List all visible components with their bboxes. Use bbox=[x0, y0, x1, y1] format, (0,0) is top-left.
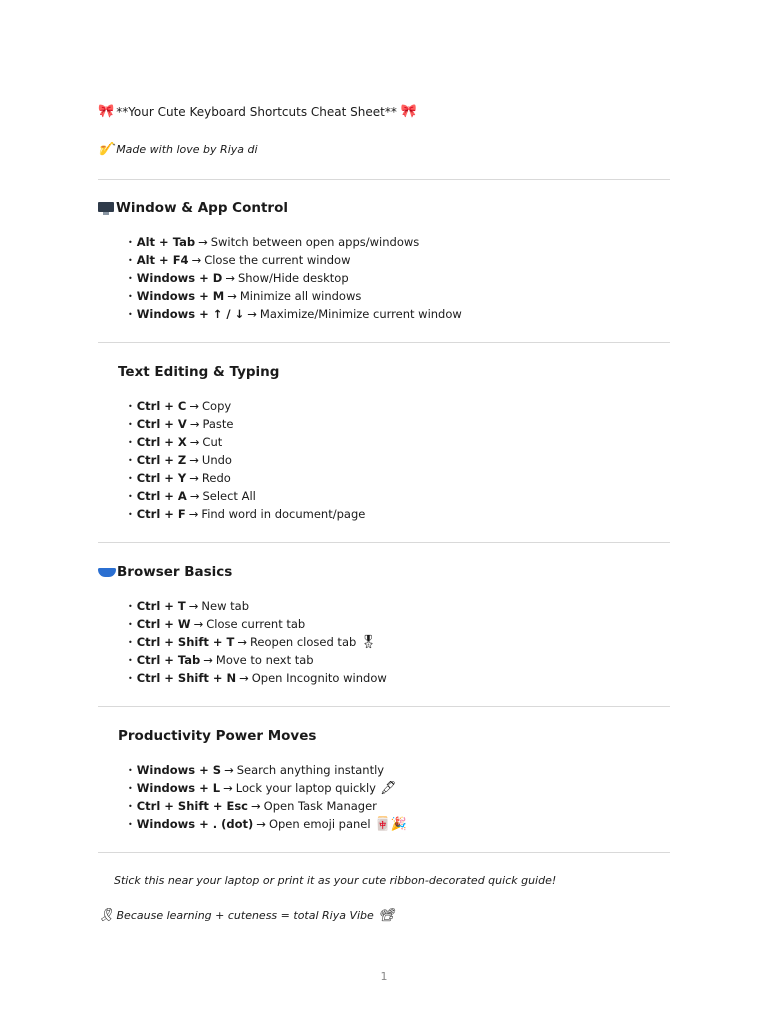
section-heading bbox=[98, 564, 232, 580]
section-heading-text: Browser Basics bbox=[117, 564, 233, 580]
shortcut-keys: Ctrl + Shift + T bbox=[136, 635, 235, 649]
shortcut-list bbox=[128, 597, 387, 687]
shortcut-keys: Windows + D bbox=[136, 271, 223, 285]
arrow-icon: → bbox=[239, 671, 249, 685]
arrow-icon: → bbox=[191, 253, 202, 267]
shortcut-description: Cut bbox=[202, 435, 223, 449]
shortcut-description: Switch between open apps/windows bbox=[210, 235, 420, 249]
arrow-icon: → bbox=[256, 817, 266, 831]
arrow-icon: → bbox=[189, 489, 200, 503]
shortcut-description: Open emoji panel bbox=[268, 817, 371, 831]
arrow-icon: → bbox=[189, 417, 200, 431]
shortcut-description: Reopen closed tab bbox=[249, 635, 357, 649]
list-item bbox=[128, 651, 387, 669]
shortcut-description: Paste bbox=[202, 417, 234, 431]
shortcut-keys: Windows + L bbox=[136, 781, 221, 795]
shortcut-keys: Ctrl + V bbox=[136, 417, 187, 431]
arrow-icon: → bbox=[251, 799, 261, 813]
shortcut-list bbox=[128, 397, 365, 523]
ribbon-icon: 🎀 bbox=[98, 104, 115, 119]
section-heading-text: Window & App Control bbox=[116, 200, 288, 216]
list-item bbox=[128, 597, 387, 615]
shortcut-keys: Ctrl + X bbox=[136, 435, 187, 449]
page-number: 1 bbox=[380, 970, 388, 983]
shortcut-description: Close current tab bbox=[206, 617, 306, 631]
shortcut-description: Minimize all windows bbox=[239, 289, 362, 303]
shortcut-list bbox=[128, 761, 407, 833]
arrow-icon: → bbox=[237, 635, 247, 649]
shortcut-keys: Ctrl + W bbox=[136, 617, 191, 631]
byline bbox=[98, 142, 258, 157]
mahjong-party-popper-icon: 🀄🎉 bbox=[374, 817, 407, 832]
shortcut-keys: Windows + ↑ / ↓ bbox=[136, 307, 245, 321]
shortcut-description: Open Incognito window bbox=[251, 671, 387, 685]
arrow-icon: → bbox=[188, 599, 199, 613]
footer-note: Stick this near your laptop or print it as your cute ribbon-decorated quick guide! bbox=[114, 874, 557, 887]
arrow-icon: → bbox=[247, 307, 257, 321]
list-item bbox=[128, 397, 365, 415]
list-item bbox=[128, 415, 365, 433]
list-item bbox=[128, 761, 407, 779]
list-item bbox=[128, 287, 462, 305]
shortcut-keys: Alt + F4 bbox=[136, 253, 189, 267]
list-item bbox=[128, 505, 365, 523]
shortcut-keys: Ctrl + Shift + Esc bbox=[136, 799, 248, 813]
arrow-icon: → bbox=[188, 507, 199, 521]
shortcut-description: Select All bbox=[202, 489, 256, 503]
shortcut-keys: Ctrl + Y bbox=[136, 471, 187, 485]
arrow-icon: → bbox=[189, 453, 199, 467]
document-title bbox=[98, 104, 417, 119]
arrow-icon: → bbox=[198, 235, 208, 249]
shortcut-keys: Ctrl + C bbox=[136, 399, 187, 413]
arrow-icon: → bbox=[189, 471, 199, 485]
arrow-icon: → bbox=[203, 653, 213, 667]
shortcut-description: New tab bbox=[201, 599, 250, 613]
divider bbox=[98, 342, 670, 343]
divider bbox=[98, 706, 670, 707]
desktop-computer-icon bbox=[98, 202, 114, 215]
medal-icon: 🎖 bbox=[360, 635, 377, 650]
shortcut-description: Copy bbox=[202, 399, 232, 413]
list-item bbox=[128, 451, 365, 469]
reminder-ribbon-icon: 🎗 bbox=[98, 908, 115, 923]
divider bbox=[98, 179, 670, 180]
list-item bbox=[128, 797, 407, 815]
shortcut-description: Lock your laptop quickly bbox=[235, 781, 376, 795]
bowl-icon bbox=[98, 568, 116, 577]
arrow-icon: → bbox=[227, 289, 237, 303]
section-heading-text: Text Editing & Typing bbox=[118, 364, 280, 380]
saxophone-icon: 🎷 bbox=[98, 142, 115, 157]
list-item bbox=[128, 815, 407, 833]
shortcut-description: Find word in document/page bbox=[201, 507, 366, 521]
shortcut-keys: Ctrl + F bbox=[136, 507, 186, 521]
shortcut-keys: Ctrl + A bbox=[136, 489, 187, 503]
arrow-icon: → bbox=[189, 435, 200, 449]
shortcut-description: Maximize/Minimize current window bbox=[259, 307, 462, 321]
closing-text: Because learning + cuteness = total Riya Vibe bbox=[116, 909, 374, 922]
list-item bbox=[128, 487, 365, 505]
ribbon-icon: 🎀 bbox=[400, 104, 418, 119]
shortcut-keys: Ctrl + Shift + N bbox=[136, 671, 237, 685]
arrow-icon: → bbox=[223, 781, 233, 795]
arrow-icon: → bbox=[193, 617, 204, 631]
arrow-icon: → bbox=[224, 763, 234, 777]
shortcut-keys: Ctrl + Z bbox=[136, 453, 187, 467]
shortcut-description: Move to next tab bbox=[215, 653, 314, 667]
shortcut-description: Undo bbox=[201, 453, 232, 467]
section-heading bbox=[118, 728, 316, 744]
pen-icon: 🖋 bbox=[379, 781, 397, 796]
list-item bbox=[128, 305, 462, 323]
section-heading bbox=[118, 364, 279, 380]
list-item bbox=[128, 469, 365, 487]
shortcut-description: Open Task Manager bbox=[263, 799, 377, 813]
shortcut-list bbox=[128, 233, 462, 323]
shortcut-description: Close the current window bbox=[204, 253, 351, 267]
arrow-icon: → bbox=[189, 399, 199, 413]
list-item bbox=[128, 269, 462, 287]
list-item bbox=[128, 251, 462, 269]
shortcut-description: Redo bbox=[201, 471, 231, 485]
list-item bbox=[128, 433, 365, 451]
shortcut-keys: Ctrl + T bbox=[136, 599, 186, 613]
title-text: **Your Cute Keyboard Shortcuts Cheat Sheet** bbox=[116, 104, 397, 119]
shortcut-keys: Alt + Tab bbox=[136, 235, 196, 249]
list-item bbox=[128, 615, 387, 633]
shortcut-keys: Windows + S bbox=[136, 763, 222, 777]
section-heading-text: Productivity Power Moves bbox=[118, 728, 317, 744]
closing-line bbox=[98, 908, 394, 923]
section-heading bbox=[98, 200, 288, 216]
shortcut-description: Show/Hide desktop bbox=[237, 271, 349, 285]
list-item bbox=[128, 779, 407, 797]
list-item bbox=[128, 233, 462, 251]
film-projector-icon: 📽 bbox=[377, 908, 395, 923]
list-item bbox=[128, 669, 387, 687]
divider bbox=[98, 852, 670, 853]
list-item bbox=[128, 633, 387, 651]
shortcut-keys: Windows + M bbox=[136, 289, 225, 303]
byline-text: Made with love by Riya di bbox=[116, 143, 258, 156]
shortcut-keys: Ctrl + Tab bbox=[136, 653, 201, 667]
divider bbox=[98, 542, 670, 543]
shortcut-keys: Windows + . (dot) bbox=[136, 817, 254, 831]
arrow-icon: → bbox=[225, 271, 235, 285]
shortcut-description: Search anything instantly bbox=[236, 763, 385, 777]
